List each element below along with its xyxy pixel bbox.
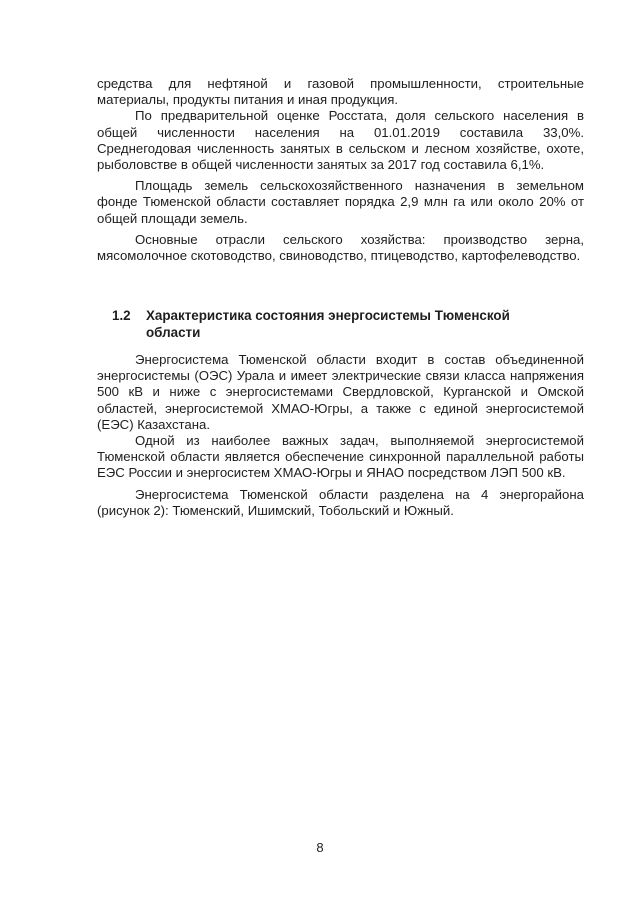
page-number: 8 <box>316 840 324 855</box>
paragraph-energy-system-task: Одной из наиболее важных задач, выполняемой энергосистемой Тюменской области является обеспечение синхронной параллельной работы ЕЭС России и энергосистем ХМАО-Югры и ЯНАО посредством ЛЭП 500 кВ. <box>97 433 584 481</box>
section-title: Характеристика состояния энергосистемы Тюменской области <box>146 308 510 340</box>
section-heading <box>112 307 552 341</box>
section-number: 1.2 <box>112 308 131 323</box>
paragraph-industry-continuation: средства для нефтяной и газовой промышленности, строительные материалы, продукты питания и иная продукция. <box>97 76 584 108</box>
paragraph-agricultural-land: Площадь земель сельскохозяйственного назначения в земельном фонде Тюменской области составляет порядка 2,9 млн га или около 20% от общей площади земель. <box>97 178 584 226</box>
energy-system-text-block <box>97 352 584 519</box>
intro-text-block <box>97 76 584 264</box>
paragraph-energy-districts: Энергосистема Тюменской области разделена на 4 энергорайона (рисунок 2): Тюменский, Ишимский, Тобольский и Южный. <box>97 486 584 518</box>
paragraph-energy-system-composition: Энергосистема Тюменской области входит в состав объединенной энергосистемы (ОЭС) Урала и имеет электрические связи класса напряжения 500 кВ и ниже с энергосистемами Свердловской, Курганской и Омской областей, энергосистемой ХМАО-Югры, а также с единой энергосистемой (ЕЭС) Казахстана. <box>97 352 584 432</box>
paragraph-agriculture-branches: Основные отрасли сельского хозяйства: производство зерна, мясомолочное скотоводство, свиноводство, птицеводство, картофелеводство. <box>97 231 584 264</box>
paragraph-rural-population: По предварительной оценке Росстата, доля сельского населения в общей численности населения на 01.01.2019 составила 33,0%. Среднегодовая численность занятых в сельском и лесном хозяйстве, охоте, рыболовстве в общей численности занятых за 2017 год составила 6,1%. <box>97 108 584 173</box>
